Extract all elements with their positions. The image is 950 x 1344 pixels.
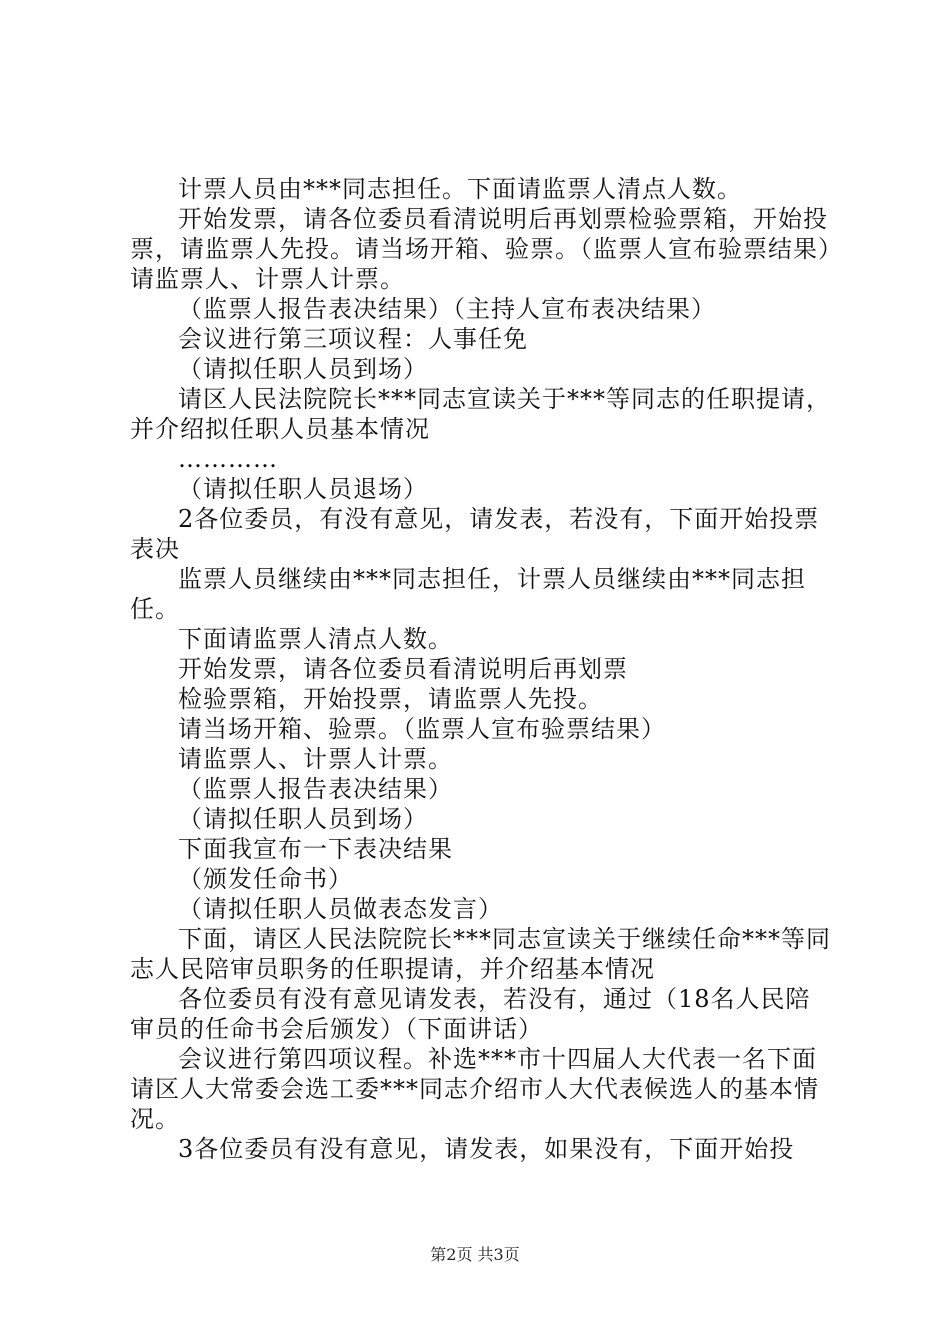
paragraph: （监票人报告表决结果）（主持人宣布表决结果）: [178, 295, 716, 323]
paragraph: （请拟任职人员退场）: [178, 475, 428, 503]
paragraph: 请当场开箱、验票。（监票人宣布验票结果）: [178, 715, 666, 743]
paragraph: （颁发任命书）: [178, 865, 353, 893]
paragraph: （监票人报告表决结果）: [178, 775, 453, 803]
paragraph: 开始发票，请各位委员看清说明后再划票检验票箱，开始投票，请监票人先投。请当场开箱、验票。（监票人宣布验票结果）请监票人、计票人计票。: [130, 205, 831, 293]
document-body: [130, 174, 835, 1164]
paragraph: 检验票箱，开始投票，请监票人先投。: [178, 685, 603, 713]
paragraph: 会议进行第三项议程：人事任免: [178, 325, 528, 353]
paragraph: （请拟任职人员到场）: [178, 355, 428, 383]
page-footer: [0, 1245, 950, 1265]
paragraph: 3各位委员有没有意见，请发表，如果没有，下面开始投: [178, 1135, 795, 1163]
paragraph: 2各位委员，有没有意见，请发表，若没有，下面开始投票表决: [130, 505, 820, 563]
paragraph: …………: [178, 445, 278, 473]
page-number-label: 第2页 共3页: [430, 1245, 520, 1264]
paragraph: 下面请监票人清点人数。: [178, 625, 453, 653]
paragraph: （请拟任职人员到场）: [178, 805, 428, 833]
paragraph: 计票人员由***同志担任。下面请监票人清点人数。: [178, 175, 742, 203]
paragraph: 各位委员有没有意见请发表，若没有，通过（18名人民陪审员的任命书会后颁发）（下面讲话）: [130, 985, 811, 1043]
paragraph: （请拟任职人员做表态发言）: [178, 895, 503, 923]
paragraph: 会议进行第四项议程。补选***市十四届人大代表一名下面请区人大常委会选工委***同志介绍市人大代表候选人的基本情况。: [130, 1045, 819, 1133]
paragraph: 监票人员继续由***同志担任，计票人员继续由***同志担任。: [130, 565, 806, 623]
paragraph: 开始发票，请各位委员看清说明后再划票: [178, 655, 628, 683]
paragraph: 下面，请区人民法院院长***同志宣读关于继续任命***等同志人民陪审员职务的任职提请，并介绍基本情况: [130, 925, 831, 983]
paragraph: 请监票人、计票人计票。: [178, 745, 453, 773]
paragraph: 请区人民法院院长***同志宣读关于***等同志的任职提请，并介绍拟任职人员基本情况: [130, 385, 831, 443]
paragraph: 下面我宣布一下表决结果: [178, 835, 453, 863]
